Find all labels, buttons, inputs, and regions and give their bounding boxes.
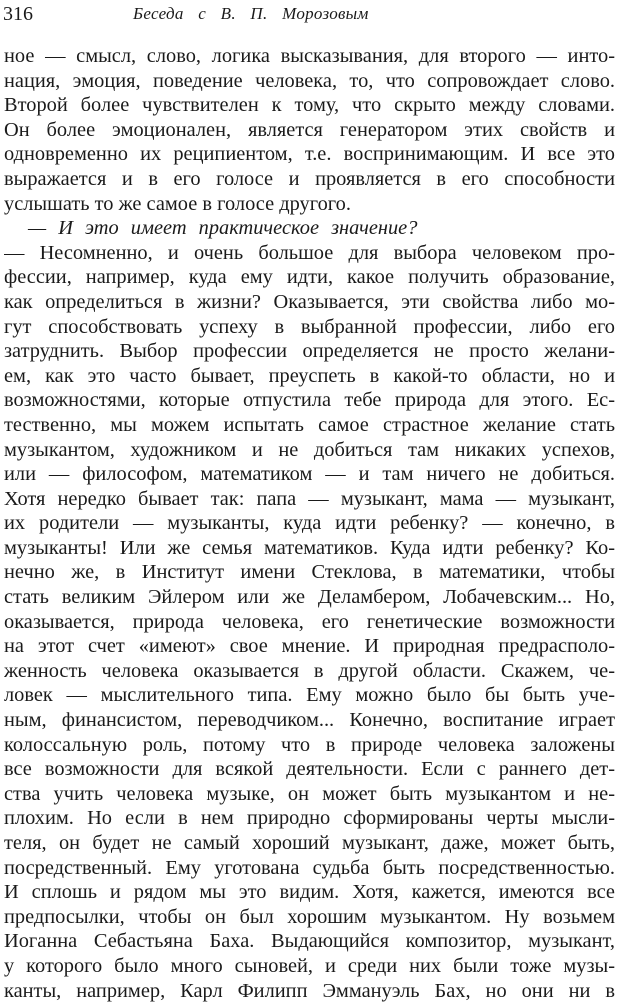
text-line: тественно, мы можем испытать самое страстное желание стать — [4, 413, 615, 436]
text-line: нация, эмоция, поведение человека, то, что сопровождает слово. — [4, 69, 615, 92]
text-line: у которого было много сыновей, и среди них были тоже музы- — [4, 954, 615, 977]
text-line: ловек — мыслительного типа. Ему можно было бы быть уче- — [4, 684, 615, 707]
text-line: возможностями, которые отпустила тебе природа для этого. Ес- — [4, 389, 615, 412]
body-text — [4, 44, 615, 1003]
text-line: стать великим Эйлером или же Деламбером, Лобачевским... Но, — [4, 586, 615, 609]
interviewer-question: — И это имеет практическое значение? — [28, 217, 418, 240]
text-line: одновременно их реципиентом, т.е. воспринимающим. И все это — [4, 143, 615, 166]
text-line: Иоганна Себастьяна Баха. Выдающийся композитор, музыкант, — [4, 930, 615, 953]
text-line: услышать то же самое в голосе другого. — [4, 192, 351, 215]
text-line: плохим. Но если в нем природно сформированы черты мысли- — [4, 807, 615, 830]
running-title: Беседа с В. П. Морозовым — [133, 4, 369, 23]
text-line: канты, например, Карл Филипп Эммануэль Бах, но они ни в — [4, 979, 615, 1002]
text-line: как определиться в жизни? Оказывается, эти свойства либо мо- — [4, 290, 615, 313]
text-line: нечно же, в Институт имени Стеклова, в математики, чтобы — [4, 561, 615, 584]
text-line: И сплошь и рядом мы это видим. Хотя, кажется, имеются все — [4, 881, 615, 904]
text-line: Хотя нередко бывает так: папа — музыкант, мама — музыкант, — [4, 487, 615, 510]
text-line: посредственный. Ему уготована судьба быть посредственностью. — [4, 856, 615, 879]
text-line: теля, он будет не самый хороший музыкант, даже, может быть, — [4, 832, 615, 854]
text-line: Второй более чувствителен к тому, что скрыто между словами. — [4, 94, 615, 117]
page-number: 316 — [3, 3, 33, 25]
text-line: женность человека оказывается в другой области. Скажем, че- — [4, 659, 615, 682]
text-line: предпосылки, чтобы он был хорошим музыкантом. Ну возьмем — [4, 905, 615, 928]
text-line: колоссальную роль, потому что в природе человека заложены — [4, 733, 615, 756]
text-line: на этот счет «имеют» свое мнение. И природная предрасполо- — [4, 635, 615, 658]
text-line: ем, как это часто бывает, преуспеть в какой-то области, но и — [4, 364, 615, 387]
text-line: выражается и в его голосе и проявляется в его способности — [4, 167, 615, 190]
text-line: или — философом, математиком — и там ничего не добиться. — [4, 463, 615, 486]
text-line: ное — смысл, слово, логика высказывания, для второго — инто- — [4, 45, 615, 67]
text-line: — Несомненно, и очень большое для выбора человеком про- — [4, 241, 615, 264]
text-line: ным, финансистом, переводчиком... Конечно, воспитание играет — [4, 709, 615, 732]
text-line: гут способствовать успеху в выбранной профессии, либо его — [4, 315, 615, 338]
text-line: оказывается, природа человека, его генетические возможности — [4, 610, 615, 633]
text-line: их родители — музыканты, куда идти ребенку? — конечно, в — [4, 512, 615, 535]
text-line: все возможности для всякой деятельности. Если с раннего дет- — [4, 758, 615, 781]
text-line: Он более эмоционален, является генератором этих свойств и — [4, 118, 615, 141]
text-line: музыкантом, художником и не добиться там никаких успехов, — [4, 438, 615, 461]
text-line: затруднить. Выбор профессии определяется не просто желани- — [4, 340, 615, 363]
text-line: ства учить человека музыке, он может быть музыкантом и не- — [4, 782, 615, 805]
text-line: музыканты! Или же семья математиков. Куда идти ребенку? Ко- — [4, 536, 615, 559]
text-line: фессии, например, куда ему идти, какое получить образование, — [4, 266, 615, 289]
page-header — [3, 1, 615, 27]
